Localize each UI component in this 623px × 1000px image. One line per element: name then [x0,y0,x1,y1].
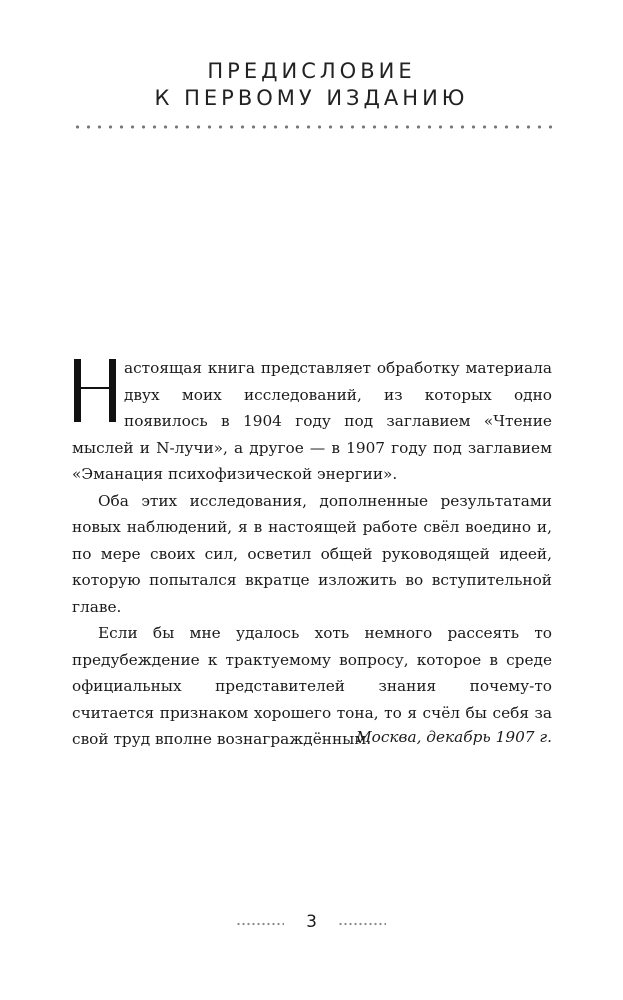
chapter-title-line1: ПРЕДИСЛОВИЕ [207,59,416,83]
preface-text [72,355,552,753]
dropcap-letter-n-icon [72,359,118,422]
chapter-title-line2: К ПЕРВОМУ ИЗДАНИЮ [154,86,469,110]
page-number: 3 [306,912,317,932]
paragraph-2: Оба этих исследования, дополненные результатами новых наблюдений, я в настоящей работе свёл воедино и, по мере своих сил, осветил общей руководящей идеей, которую попытался вкратце изложить во вступительной главе. [72,491,552,616]
signature-place-date: Москва, декабрь 1907 г. [355,728,552,746]
footer-dots-right [338,922,386,926]
paragraph-3: Если бы мне удалось хоть немного рассеять то предубеждение к трактуемому вопросу, которое в среде официальных представителей знания почему-то считается признаком хорошего тона, то я счёл бы себя за свой труд вполне вознаграждённым. [72,624,552,748]
paragraph-1: астоящая книга представляет обработку материала двух моих исследований, из которых одно появилось в 1904 году под заглавием «Чтение мыслей и N-лучи», а другое — в 1907 году под заглавием «Эманация психофизической энергии». [72,359,552,483]
title-dotted-divider [72,124,552,130]
chapter-title [0,58,623,112]
page-footer [0,912,623,936]
